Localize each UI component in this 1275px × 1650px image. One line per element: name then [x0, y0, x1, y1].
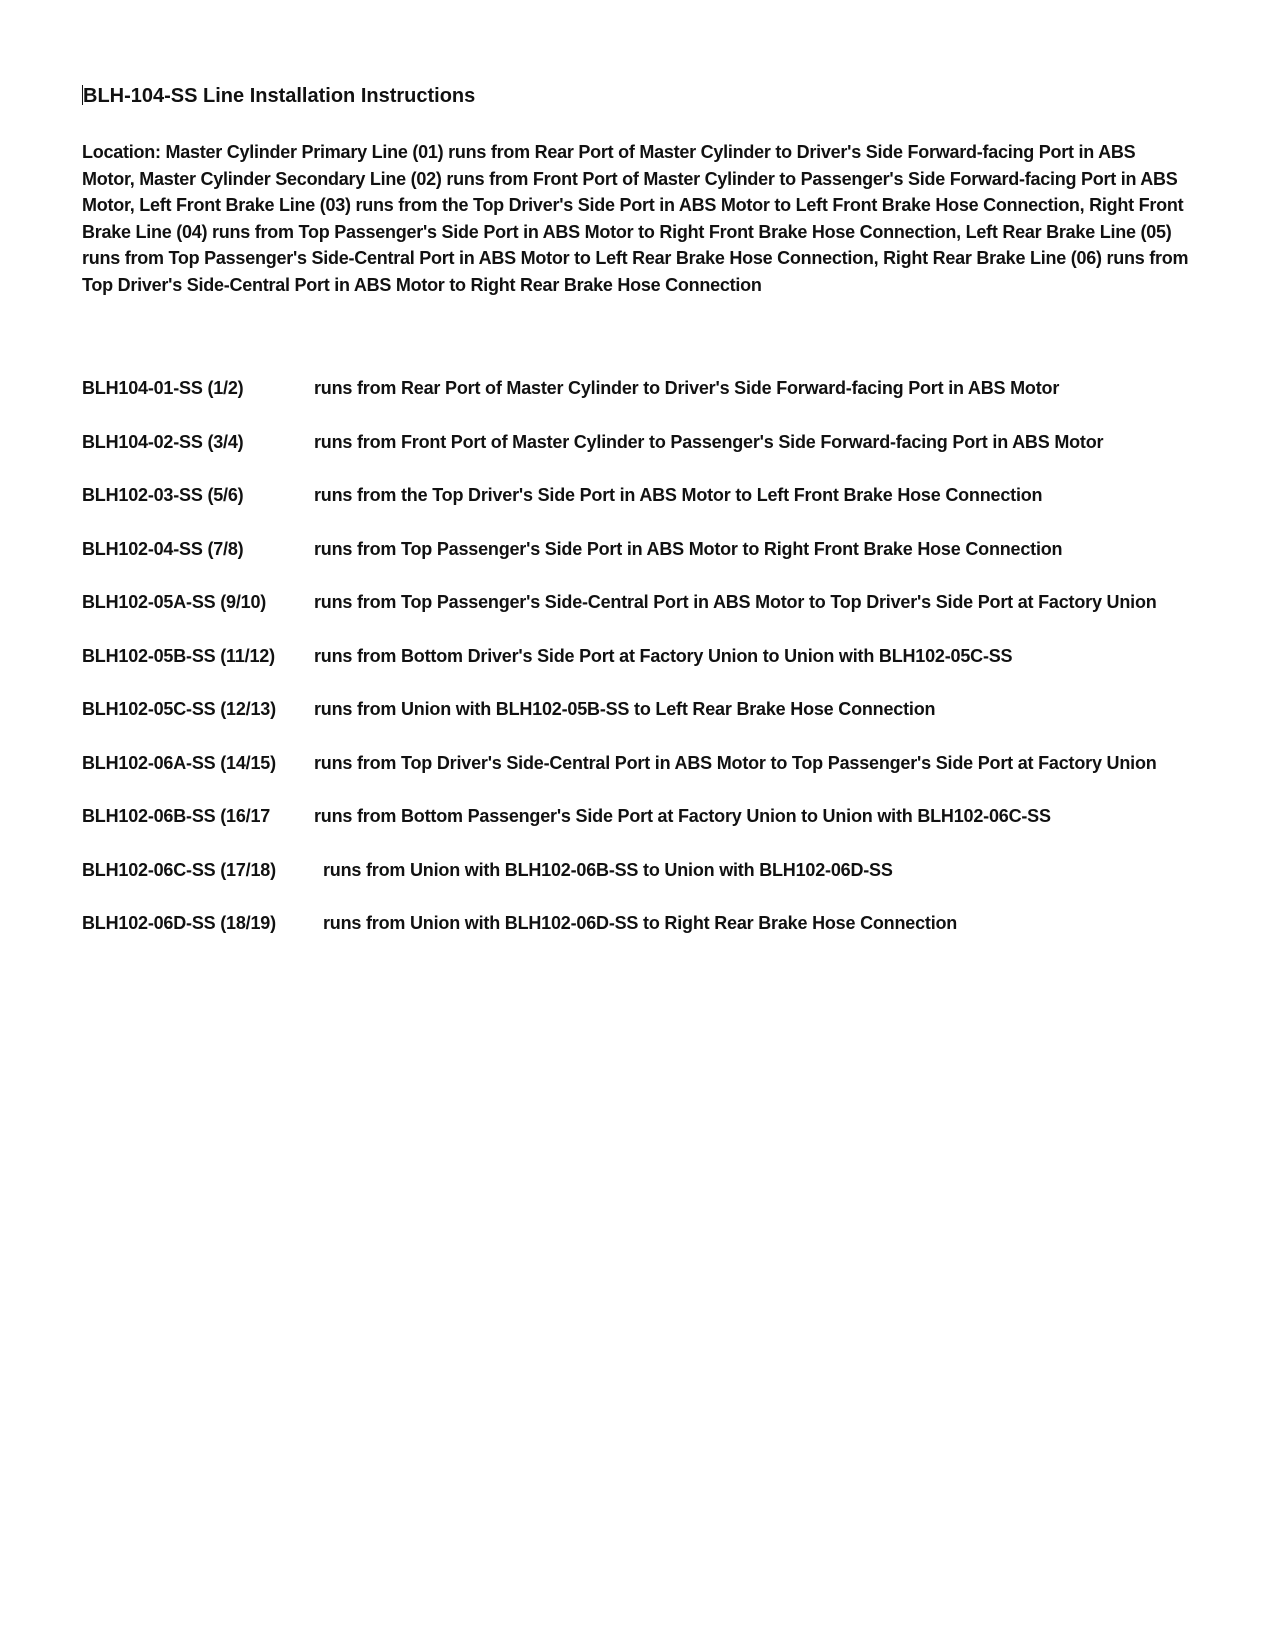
line-code: BLH102-06A-SS (14/15)	[82, 752, 276, 773]
line-row-02	[82, 429, 1192, 456]
document-title	[82, 84, 475, 108]
line-code: BLH102-06D-SS (18/19)	[82, 913, 276, 933]
line-code: BLH102-06B-SS (16/17	[82, 806, 271, 826]
line-code: BLH102-03-SS (5/6)	[82, 485, 244, 505]
line-row-04	[82, 536, 1192, 563]
line-row-03	[82, 482, 1192, 509]
line-code: BLH102-05B-SS (11/12)	[82, 645, 275, 666]
line-code: BLH102-06C-SS (17/18)	[82, 859, 276, 880]
line-list	[82, 375, 1192, 964]
document-title-text: BLH-104-SS Line Installation Instructions	[83, 85, 476, 107]
line-row-06a	[82, 750, 1192, 777]
line-description: runs from Union with BLH102-06B-SS to Union with BLH102-06D-SS	[323, 859, 893, 880]
line-code: BLH102-05C-SS (12/13)	[82, 699, 276, 719]
line-description: runs from Front Port of Master Cylinder to Passenger's Side Forward-facing Port in ABS Motor	[314, 431, 1104, 452]
line-row-06c	[82, 857, 1192, 884]
line-description: runs from Union with BLH102-06D-SS to Right Rear Brake Hose Connection	[323, 913, 958, 933]
line-row-05b	[82, 643, 1192, 670]
line-row-06d	[82, 910, 1192, 937]
line-row-06b	[82, 803, 1192, 830]
line-code: BLH102-05A-SS (9/10)	[82, 592, 267, 612]
line-code: BLH102-04-SS (7/8)	[82, 538, 244, 559]
line-description: runs from Top Passenger's Side-Central Port in ABS Motor to Top Driver's Side Port at Factory Union	[314, 592, 1157, 612]
location-paragraph: Location: Master Cylinder Primary Line (01) runs from Rear Port of Master Cylinder to Driver's Side Forward-facing Port in ABS Motor, Master Cylinder Secondary Line (02) runs from Front Port of Master Cylinder to Passenger's Side Forward-facing Port in ABS Motor, Left Front Brake Line (03) runs from the Top Driver's Side Port in ABS Motor to Left Front Brake Hose Connection, Right Front Brake Line (04) runs from Top Passenger's Side Port in ABS Motor to Right Front Brake Hose Connection, Left Rear Brake Line (05) runs from Top Passenger's Side-Central Port in ABS Motor to Left Rear Brake Hose Connection, Right Rear Brake Line (06) runs from Top Driver's Side-Central Port in ABS Motor to Right Rear Brake Hose Connection	[82, 142, 1189, 295]
line-description: runs from the Top Driver's Side Port in ABS Motor to Left Front Brake Hose Connection	[314, 485, 1043, 505]
line-description: runs from Bottom Driver's Side Port at Factory Union to Union with BLH102-05C-SS	[314, 645, 1013, 666]
line-code: BLH104-02-SS (3/4)	[82, 431, 244, 452]
line-description: runs from Top Driver's Side-Central Port in ABS Motor to Top Passenger's Side Port at Factory Union	[314, 752, 1157, 773]
line-description: runs from Rear Port of Master Cylinder to Driver's Side Forward-facing Port in ABS Motor	[314, 378, 1060, 398]
line-row-05a	[82, 589, 1192, 616]
line-description: runs from Top Passenger's Side Port in ABS Motor to Right Front Brake Hose Connection	[314, 538, 1063, 559]
line-row-05c	[82, 696, 1192, 723]
line-description: runs from Bottom Passenger's Side Port at Factory Union to Union with BLH102-06C-SS	[314, 806, 1051, 826]
line-code: BLH104-01-SS (1/2)	[82, 378, 244, 398]
line-description: runs from Union with BLH102-05B-SS to Left Rear Brake Hose Connection	[314, 699, 936, 719]
line-row-01	[82, 375, 1192, 402]
